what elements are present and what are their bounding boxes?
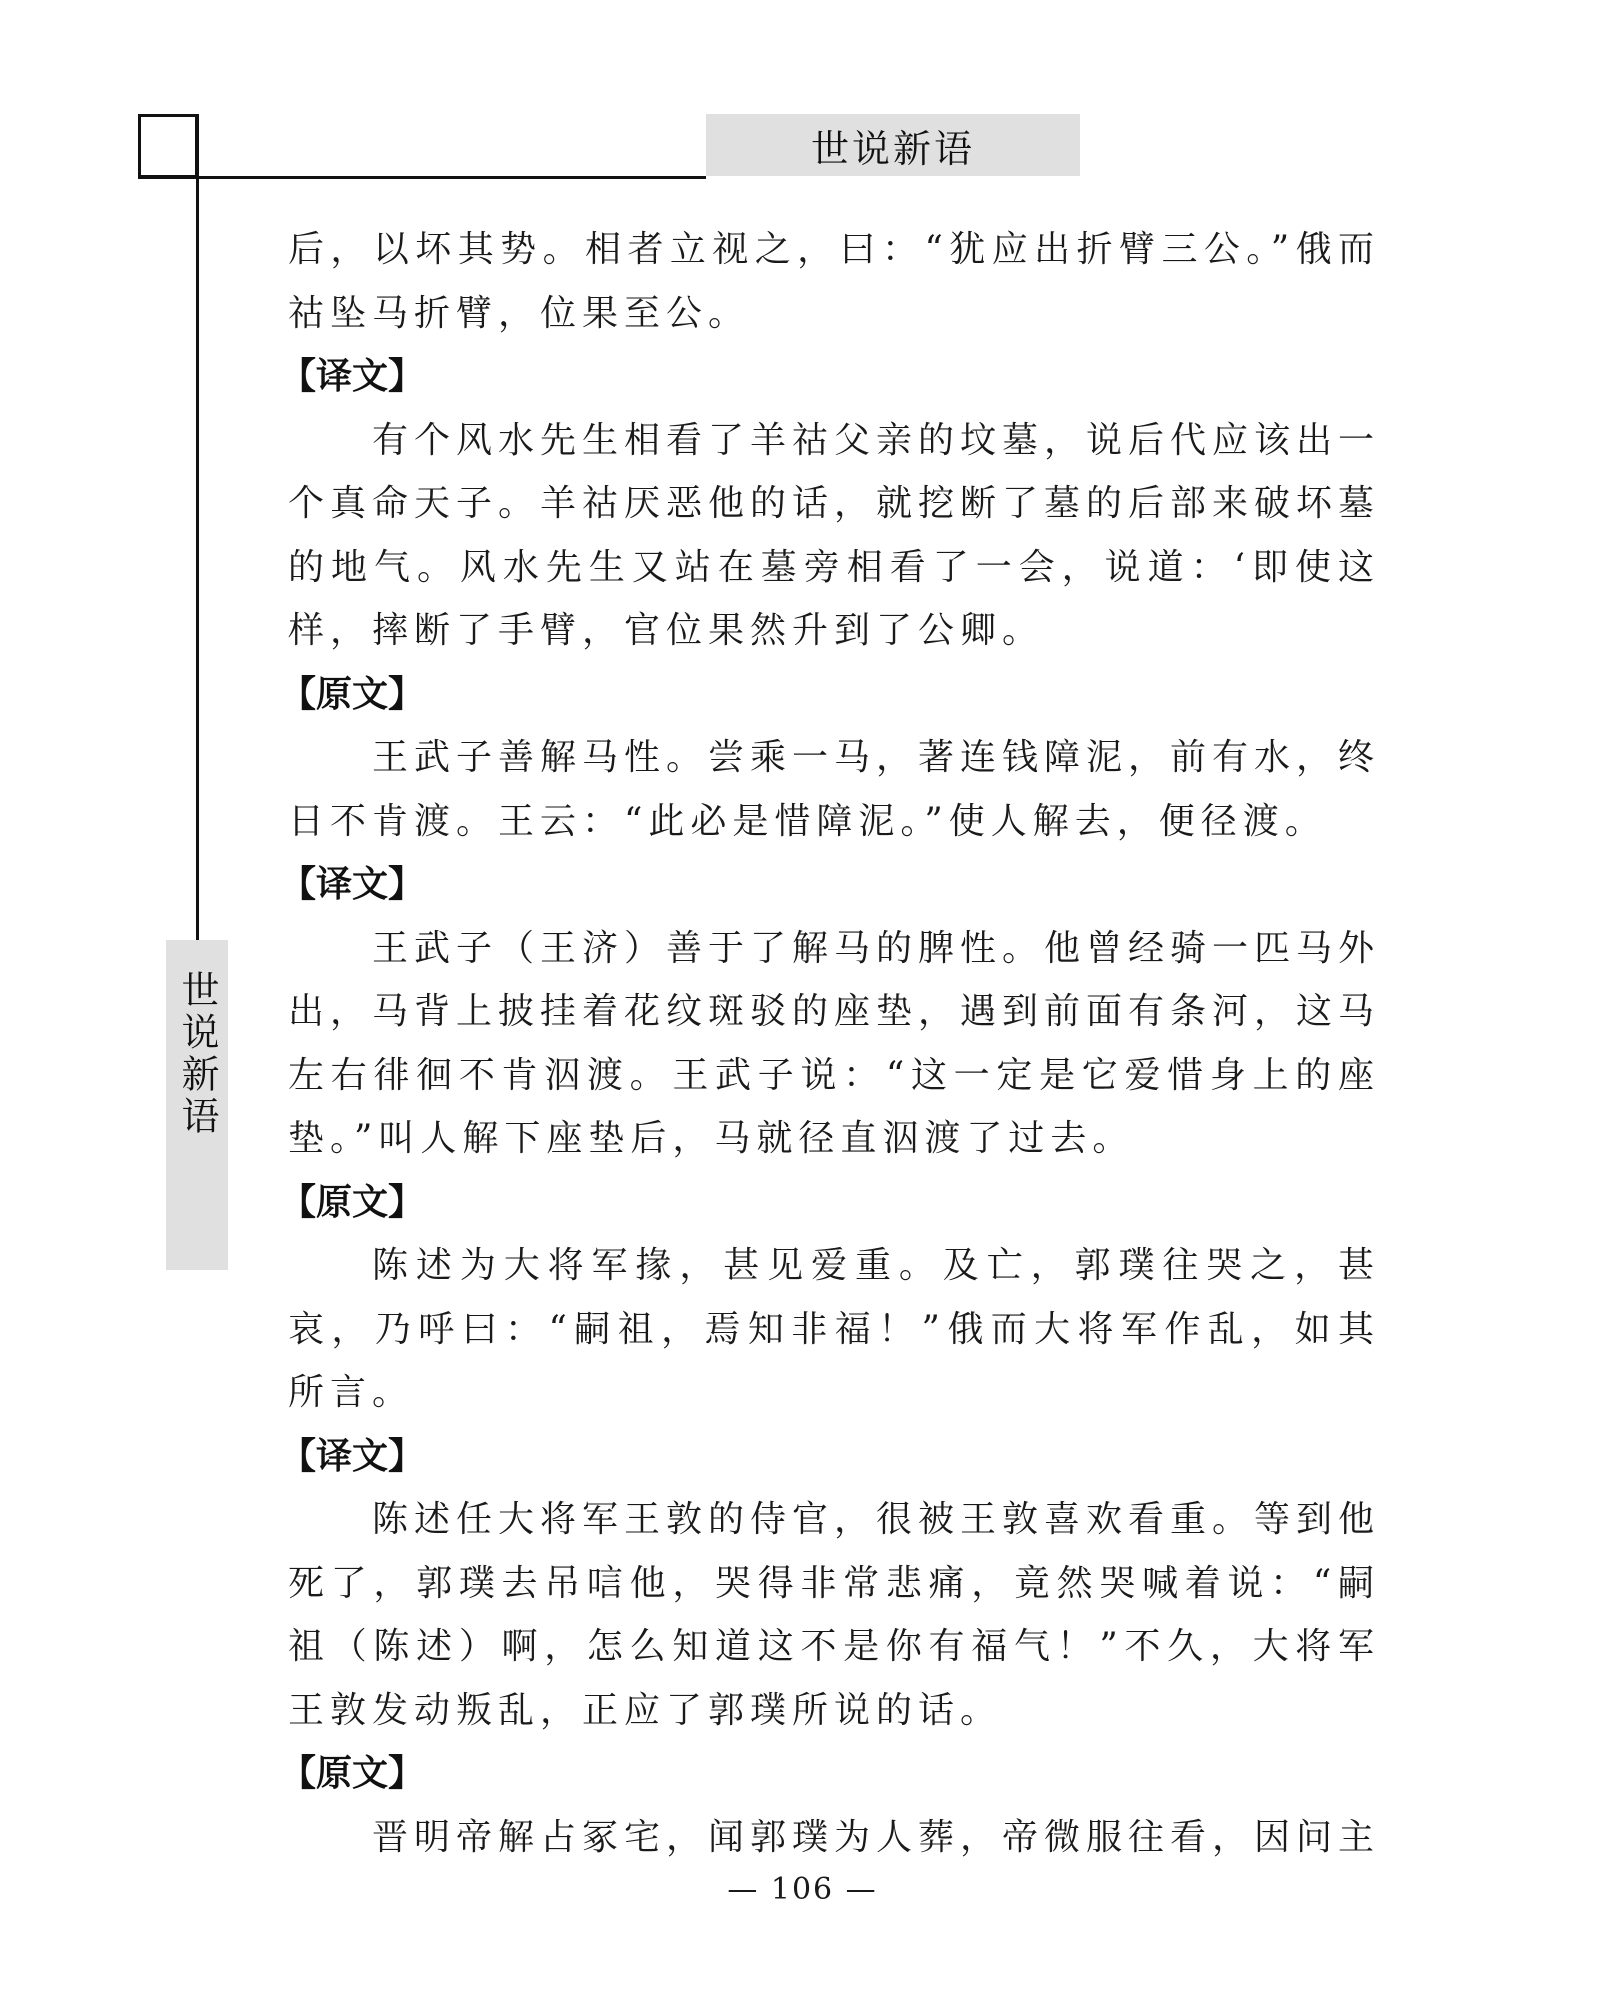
section-label-yiwen: 【译文】	[280, 356, 425, 397]
section-label-yiwen: 【译文】	[280, 864, 425, 905]
text-block	[288, 218, 1380, 345]
book-title: 世说新语	[810, 126, 975, 171]
text-block	[288, 1806, 1380, 1870]
page-body	[280, 218, 1381, 1869]
paragraph: 晋明帝解占冢宅，闻郭璞为人葬，帝微服往看，因问主	[372, 1816, 1381, 1858]
section-label-yuanwen: 【原文】	[280, 673, 425, 715]
paragraph: 有个风水先生相看了羊祜父亲的坟墓，说后代应该出一个真命天子。羊祜厌恶他的话，就挖断了墓的后部来破坏墓的地气。风水先生又站在墓旁相看了一会，说道：‘即使这样，摔断了手臂，官位果然升到了公卿。	[288, 419, 1381, 651]
section-label-yuanwen: 【原文】	[280, 1753, 425, 1794]
side-tab	[166, 940, 228, 1270]
section-label-yuanwen: 【原文】	[280, 1181, 425, 1223]
text-block	[288, 1234, 1380, 1425]
paragraph: 陈述为大将军掾，甚见爱重。及亡，郭璞往哭之，甚哀，乃呼曰：“嗣祖，焉知非福！”俄而大将军作乱，如其所言。	[288, 1245, 1380, 1413]
page-number: — 106 —	[727, 1872, 878, 1907]
frame-horizontal-rule	[138, 176, 706, 179]
text-block	[288, 409, 1380, 663]
paragraph: 王武子（王济）善于了解马的脾性。他曾经骑一匹马外出，马背上披挂着花纹斑驳的座垫，遇到前面有条河，这马左右徘徊不肯泅渡。王武子说：“这一定是它爱惜身上的座垫。”叫人解下座垫后，马就径直泅渡了过去。	[288, 927, 1381, 1159]
paragraph: 王武子善解马性。尝乘一马，著连钱障泥，前有水，终日不肯渡。王云：“此必是惜障泥。”使人解去，便径渡。	[288, 737, 1381, 842]
section-label-yiwen: 【译文】	[280, 1435, 425, 1477]
text-block	[288, 1488, 1380, 1742]
text-block	[288, 917, 1380, 1171]
frame-vertical-rule	[196, 114, 199, 940]
paragraph: 陈述任大将军王敦的侍官，很被王敦喜欢看重。等到他死了，郭璞去吊唁他，哭得非常悲痛，竟然哭喊着说：“嗣祖（陈述）啊，怎么知道这不是你有福气！”不久，大将军王敦发动叛乱，正应了郭璞所说的话。	[288, 1499, 1381, 1731]
text-block	[288, 726, 1380, 853]
running-header	[706, 114, 1080, 176]
side-tab-label: 世说新语	[175, 970, 219, 1138]
paragraph: 后，以坏其势。相者立视之，曰：“犹应出折臂三公。”俄而祜坠马折臂，位果至公。	[288, 229, 1380, 334]
corner-frame-box	[138, 114, 198, 178]
